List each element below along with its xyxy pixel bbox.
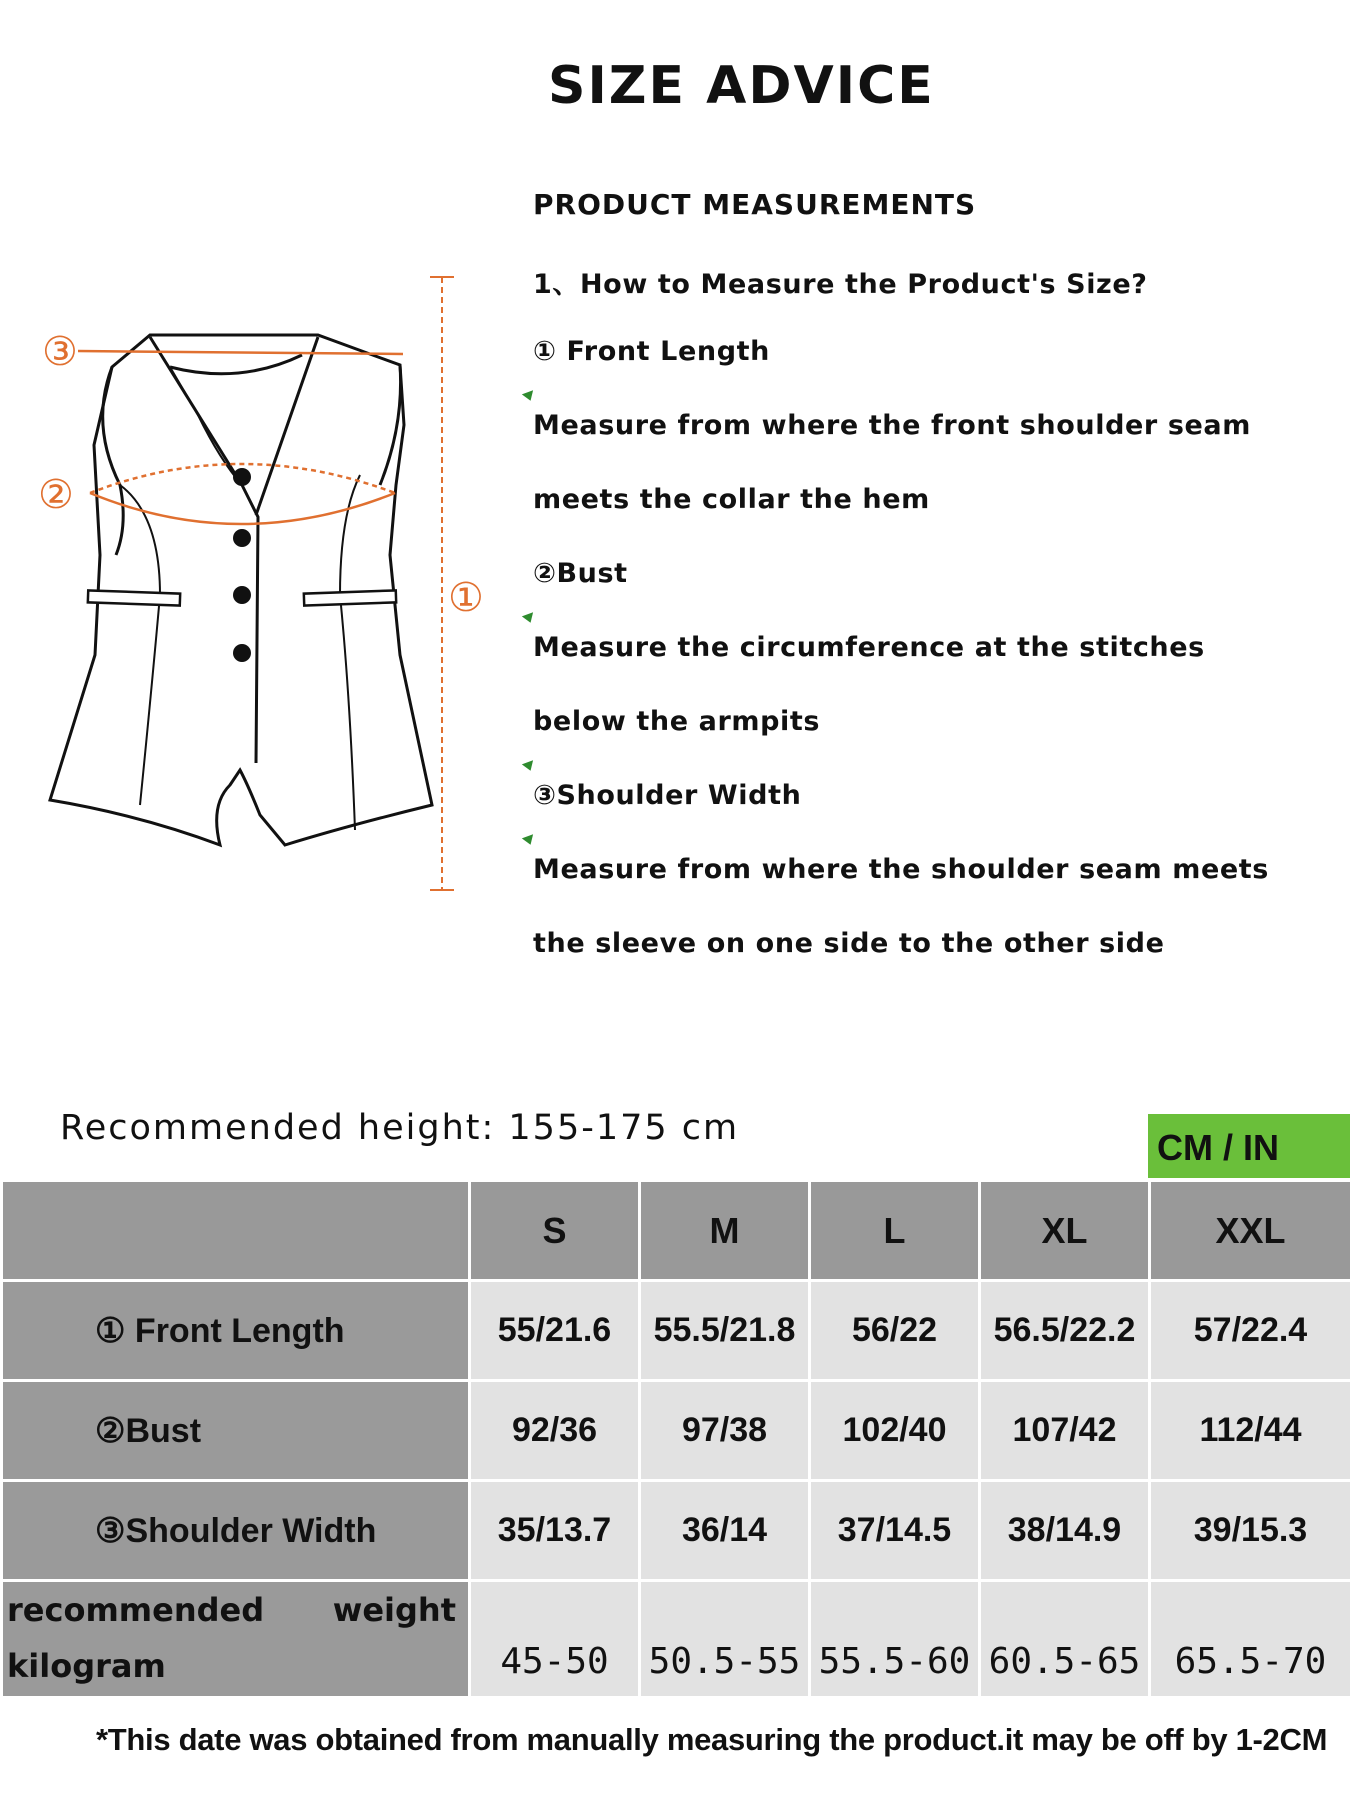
table-row	[2, 1481, 1350, 1581]
page-title: SIZE ADVICE	[548, 56, 935, 116]
weight-label-word2: weight	[332, 1591, 456, 1629]
marker-1: ①	[448, 575, 484, 621]
size-header: S	[470, 1181, 640, 1281]
size-table	[0, 1179, 1350, 1699]
bust-title: ②Bust	[533, 558, 628, 589]
footnote: *This date was obtained from manually measuring the product.it may be off by 1-2CM	[96, 1722, 1328, 1757]
weight-label	[2, 1581, 470, 1698]
table-cell: 36/14	[640, 1481, 810, 1581]
row-label: ②Bust	[2, 1381, 470, 1481]
table-cell: 38/14.9	[980, 1481, 1150, 1581]
table-cell: 56/22	[810, 1281, 980, 1381]
table-cell: 55.5/21.8	[640, 1281, 810, 1381]
shoulder-desc-2: the sleeve on one side to the other side	[533, 928, 1165, 959]
table-row	[2, 1381, 1350, 1481]
tick-icon	[522, 390, 536, 403]
shoulder-desc-1: Measure from where the shoulder seam meets	[533, 854, 1269, 885]
table-cell: 57/22.4	[1150, 1281, 1350, 1381]
row-label: ① Front Length	[2, 1281, 470, 1381]
table-cell: 55/21.6	[470, 1281, 640, 1381]
front-length-title: ① Front Length	[533, 336, 770, 367]
table-cell: 112/44	[1150, 1381, 1350, 1481]
recommended-height: Recommended height: 155-175 cm	[60, 1108, 740, 1148]
table-row	[2, 1281, 1350, 1381]
measure-question: 1、How to Measure the Product's Size?	[533, 269, 1148, 300]
unit-badge	[1148, 1114, 1350, 1178]
tick-icon	[522, 612, 536, 625]
size-header: XL	[980, 1181, 1150, 1281]
table-cell: 37/14.5	[810, 1481, 980, 1581]
table-header-blank	[2, 1181, 470, 1281]
tick-icon	[522, 834, 536, 847]
size-header: XXL	[1150, 1181, 1350, 1281]
table-cell: 35/13.7	[470, 1481, 640, 1581]
weight-cell: 55.5-60	[810, 1581, 980, 1698]
size-header: M	[640, 1181, 810, 1281]
table-cell: 39/15.3	[1150, 1481, 1350, 1581]
bust-desc-1: Measure the circumference at the stitches	[533, 632, 1205, 663]
shoulder-title: ③Shoulder Width	[533, 780, 802, 811]
weight-label-unit: kilogram	[7, 1647, 166, 1685]
weight-row	[2, 1581, 1350, 1698]
front-length-desc-2: meets the collar the hem	[533, 484, 930, 515]
table-header-row	[2, 1181, 1350, 1281]
weight-label-word1: recommended	[7, 1591, 265, 1629]
table-cell: 102/40	[810, 1381, 980, 1481]
front-length-desc-1: Measure from where the front shoulder seam	[533, 410, 1251, 441]
weight-cell: 60.5-65	[980, 1581, 1150, 1698]
section-subtitle: PRODUCT MEASUREMENTS	[533, 188, 977, 221]
table-cell: 92/36	[470, 1381, 640, 1481]
marker-3: ③	[42, 329, 78, 375]
tick-icon	[522, 760, 536, 773]
marker-2: ②	[38, 472, 74, 518]
row-label: ③Shoulder Width	[2, 1481, 470, 1581]
vest-diagram	[20, 255, 500, 955]
table-cell: 107/42	[980, 1381, 1150, 1481]
table-cell: 97/38	[640, 1381, 810, 1481]
table-cell: 56.5/22.2	[980, 1281, 1150, 1381]
weight-cell: 50.5-55	[640, 1581, 810, 1698]
bust-desc-2: below the armpits	[533, 706, 821, 737]
size-header: L	[810, 1181, 980, 1281]
weight-cell: 65.5-70	[1150, 1581, 1350, 1698]
weight-cell: 45-50	[470, 1581, 640, 1698]
unit-label: CM / IN	[1157, 1127, 1279, 1168]
